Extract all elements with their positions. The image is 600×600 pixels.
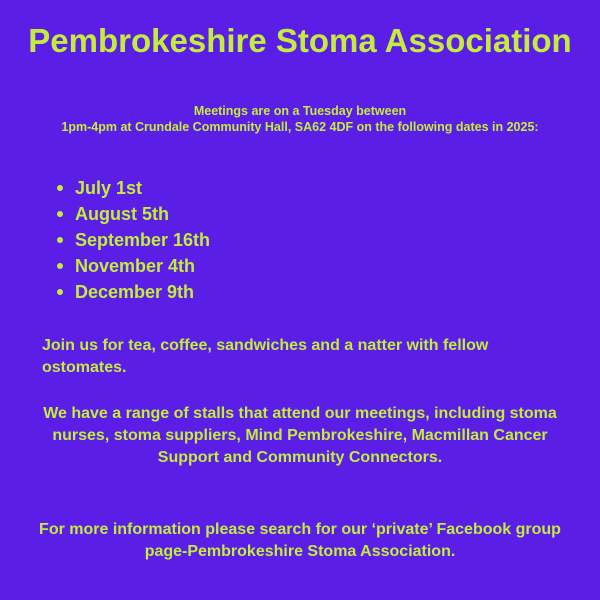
meeting-date-item: September 16th [52,227,210,253]
meeting-date-item: November 4th [52,253,210,279]
meeting-intro-line-1: Meetings are on a Tuesday between [193,104,407,118]
meeting-intro-line-2: 1pm-4pm at Crundale Community Hall, SA62 4DF on the following dates in 2025: [61,120,539,134]
stalls-paragraph: We have a range of stalls that attend our meetings, including stoma nurses, stoma suppliers, Mind Pembrokeshire, Macmillan Cancer Support and Community Connectors. [43,405,557,466]
more-info-paragraph: For more information please search for our ‘private’ Facebook group page-Pembrokeshire Stoma Association. [39,521,561,560]
meeting-date-item: August 5th [52,201,210,227]
meeting-date-item: July 1st [52,175,210,201]
join-us-paragraph: Join us for tea, coffee, sandwiches and a natter with fellow ostomates. [42,337,489,376]
page-title: Pembrokeshire Stoma Association [28,22,572,59]
meeting-dates-list [52,175,210,305]
meeting-date-item: December 9th [52,279,210,305]
meeting-intro [0,103,600,135]
